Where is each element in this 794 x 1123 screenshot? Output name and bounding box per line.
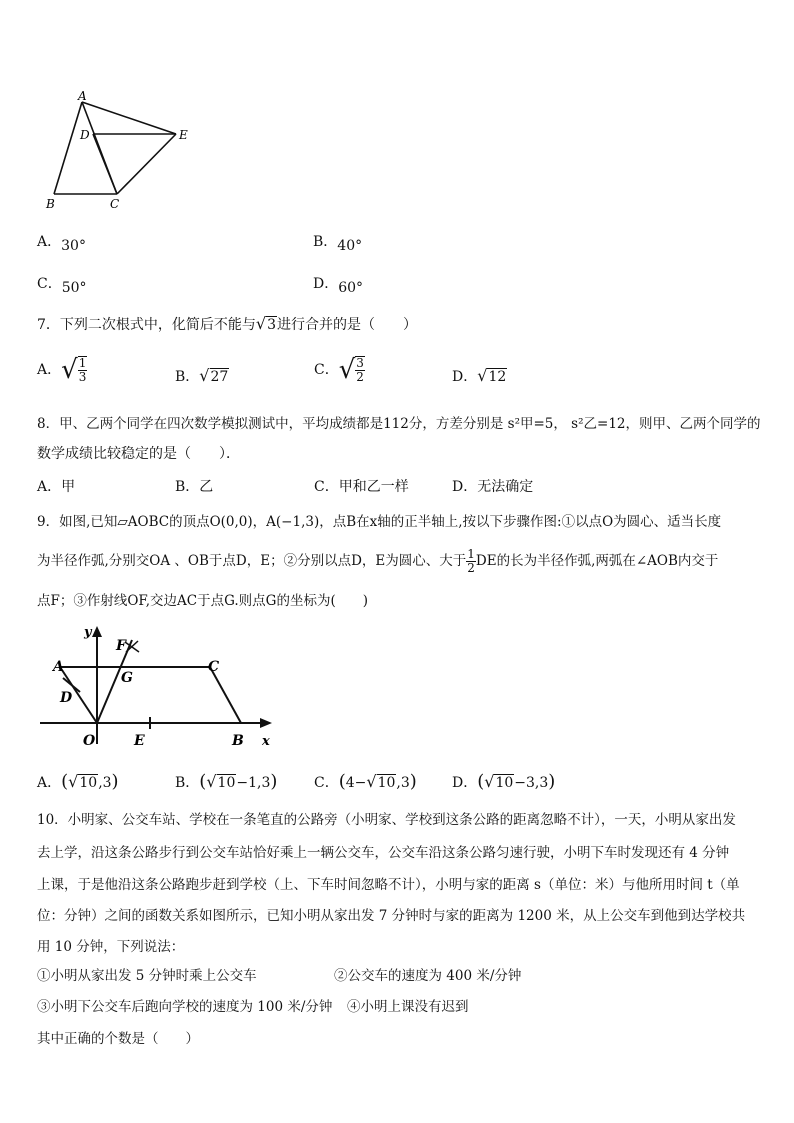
q6-option-c[interactable]: C．50° (37, 276, 87, 296)
fig-label-x: x (262, 734, 270, 749)
coordinate-figure (40, 622, 285, 750)
q10-question: 其中正确的个数是（ ） (37, 1031, 199, 1047)
q10-statement-3: ③小明下公交车后跑向学校的速度为 100 米/分钟 (37, 999, 333, 1015)
fig-label-F: F (116, 638, 126, 654)
q7-option-d[interactable]: D．√12 (452, 366, 507, 385)
q7-option-b[interactable]: B．√27 (175, 366, 229, 385)
q9-option-c[interactable]: C．(4−√10,3) (314, 771, 417, 792)
q6-option-d[interactable]: D．60° (313, 276, 364, 296)
q10-stem-line5: 用 10 分钟，下列说法： (37, 939, 185, 955)
q10-statement-1: ①小明从家出发 5 分钟时乘上公交车 (37, 968, 257, 984)
q9-stem-line2: 为半径作弧,分别交OA 、OB于点D，E；②分别以点D，E为圆心、大于 $\frac{1}{2}$ DE的长为半径作弧,两弧在∠AOB内交于 (37, 547, 719, 575)
fig-label-y: y (84, 625, 92, 640)
fig-label-G: G (121, 670, 133, 686)
q8-stem-line1: 8．甲、乙两个同学在四次数学模拟测试中，平均成绩都是112分，方差分别是 s²甲=5， s²乙=12，则甲、乙两个同学的 (37, 416, 761, 432)
q8-option-d[interactable]: D．无法确定 (452, 479, 534, 495)
q10-stem-line3: 上课，于是他沿这条公路跑步赶到学校（上、下车时间忽略不计），小明与家的距离 s（单位：米）与他所用时间 t（单 (37, 877, 740, 893)
q10-statement-2: ②公交车的速度为 400 米/分钟 (334, 968, 522, 984)
q8-stem-line2: 数学成绩比较稳定的是（ ）． (37, 446, 240, 462)
label-B: B (46, 197, 55, 211)
label-A: A (78, 90, 87, 103)
q9-stem-line1: 9．如图,已知▱AOBC的顶点O(0,0)，A(−1,3)，点B在x轴的正半轴上,按以下步骤作图:①以点O为圆心、适当长度 (37, 514, 722, 530)
label-D: D (80, 128, 90, 142)
q6-option-a[interactable]: A．30° (37, 234, 86, 254)
q7-stem: 7．下列二次根式中，化简后不能与√3进行合并的是（ ） (37, 314, 418, 333)
q8-option-b[interactable]: B．乙 (175, 479, 214, 495)
q10-stem-line1: 10．小明家、公交车站、学校在一条笔直的公路旁（小明家、学校到这条公路的距离忽略不计），一天，小明从家出发 (37, 812, 736, 828)
fig-label-B: B (232, 733, 244, 749)
fig-label-A: A (53, 659, 64, 675)
q7-option-a[interactable]: A．√ $\frac{1}{3}$ (37, 355, 87, 385)
q9-stem-line3: 点F；③作射线OF,交边AC于点G.则点G的坐标为( ) (37, 593, 368, 609)
q9-option-d[interactable]: D．(√10−3,3) (452, 771, 556, 792)
q9-option-b[interactable]: B．(√10−1,3) (175, 771, 278, 792)
triangle-figure (40, 90, 200, 215)
fig-label-O: O (83, 733, 96, 749)
q10-stem-line2: 去上学，沿这条公路步行到公交车站恰好乘上一辆公交车，公交车沿这条公路匀速行驶，小明下车时发现还有 4 分钟 (37, 845, 730, 861)
q9-option-a[interactable]: A．(√10,3) (37, 771, 119, 792)
q8-option-a[interactable]: A．甲 (37, 479, 76, 495)
q7-option-c[interactable]: C．√ $\frac{3}{2}$ (314, 355, 364, 385)
label-E: E (179, 128, 188, 142)
fig-label-C: C (208, 659, 220, 675)
fig-label-D: D (60, 690, 73, 706)
fig-label-E: E (134, 733, 145, 749)
q6-option-b[interactable]: B．40° (313, 234, 363, 254)
q10-stem-line4: 位：分钟）之间的函数关系如图所示，已知小明从家出发 7 分钟时与家的距离为 1200 米，从上公交车到他到达学校共 (37, 908, 746, 924)
label-C: C (110, 197, 120, 211)
q10-statement-4: ④小明上课没有迟到 (347, 999, 469, 1015)
q8-option-c[interactable]: C．甲和乙一样 (314, 479, 409, 495)
